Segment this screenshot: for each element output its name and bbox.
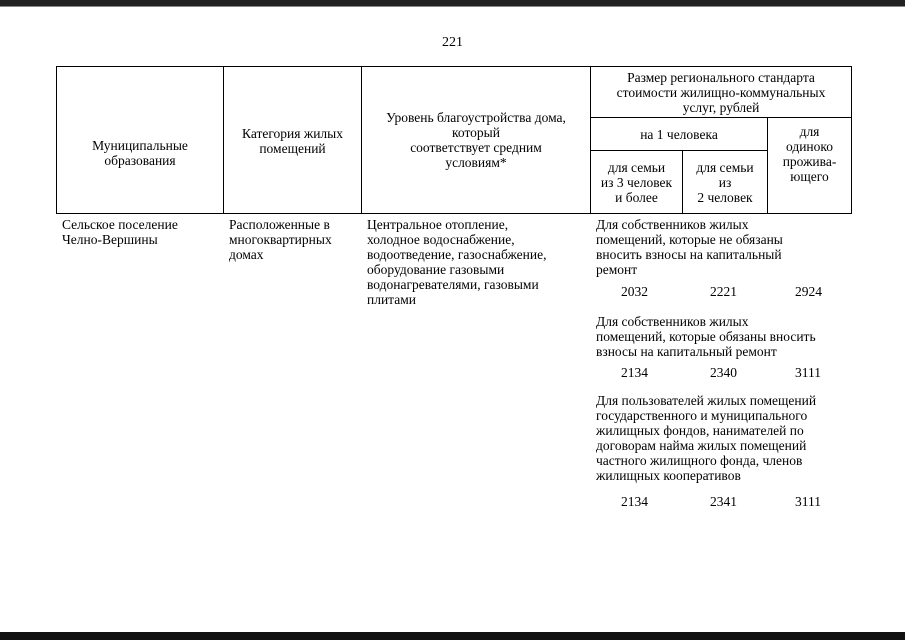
header-amenity-line-2: который xyxy=(452,125,500,140)
row-amenity-line-5: водонагревателями, газовыми xyxy=(367,277,539,292)
group-3-line-2: государственного и муниципального xyxy=(596,408,808,423)
row-amenity xyxy=(367,217,546,307)
row-amenity-line-3: водоотведение, газоснабжение, xyxy=(367,247,547,262)
group-1-value-family2: 2221 xyxy=(710,284,737,299)
header-size-line-1: Размер регионального стандарта xyxy=(627,69,815,85)
header-amenity xyxy=(362,100,590,180)
header-municipality xyxy=(57,118,223,188)
group-3-text xyxy=(596,393,816,483)
header-single-line-4: ющего xyxy=(790,169,829,184)
group-2-line-3: взносы на капитальный ремонт xyxy=(596,344,777,359)
group-3-value-single: 3111 xyxy=(795,494,821,509)
row-category-line-1: Расположенные в xyxy=(229,217,330,232)
bottom-border xyxy=(0,632,905,640)
group-3-value-family3: 2134 xyxy=(621,494,648,509)
header-category xyxy=(224,110,361,172)
group-1-line-3: вносить взносы на капитальный xyxy=(596,247,782,262)
header-amenity-line-1: Уровень благоустройства дома, xyxy=(386,110,566,125)
group-1-line-1: Для собственников жилых xyxy=(596,217,749,232)
header-single-line-3: прожива- xyxy=(782,154,837,169)
header-family3-line-1: для семьи xyxy=(607,159,666,175)
group-2-line-1: Для собственников жилых xyxy=(596,314,749,329)
header-family3 xyxy=(591,151,682,213)
group-2-text xyxy=(596,314,816,359)
header-per-person xyxy=(591,118,767,150)
header-single xyxy=(768,118,851,190)
row-category-line-2: многоквартирных xyxy=(229,232,332,247)
row-amenity-line-1: Центральное отопление, xyxy=(367,217,509,232)
row-municipality-line-2: Челно-Вершины xyxy=(62,232,158,247)
header-family2-line-2: из xyxy=(718,174,732,190)
group-3-line-1: Для пользователей жилых помещений xyxy=(596,393,817,408)
group-3-line-5: частного жилищного фонда, членов xyxy=(596,453,803,468)
group-3-line-6: жилищных кооперативов xyxy=(596,468,741,483)
group-3-value-family2: 2341 xyxy=(710,494,737,509)
row-category xyxy=(229,217,332,262)
header-municipality-line-1: Муниципальные xyxy=(92,138,188,153)
group-1-value-single: 2924 xyxy=(795,284,822,299)
header-family3-line-3: и более xyxy=(615,189,658,205)
row-amenity-line-6: плитами xyxy=(367,292,417,307)
row-category-line-3: домах xyxy=(229,247,264,262)
page-number: 221 xyxy=(442,35,463,50)
group-1-text xyxy=(596,217,783,277)
row-municipality xyxy=(62,217,178,247)
header-single-line-1: для xyxy=(799,124,820,139)
group-3-line-3: жилищных фондов, нанимателей по xyxy=(596,423,804,438)
group-2-value-single: 3111 xyxy=(795,365,821,380)
table-right-line xyxy=(851,66,852,214)
header-family2-line-1: для семьи xyxy=(696,159,754,175)
header-municipality-line-2: образования xyxy=(104,153,176,168)
row-amenity-line-2: холодное водоснабжение, xyxy=(367,232,515,247)
table-header-bottom-line xyxy=(56,213,852,214)
header-amenity-line-4: условиям* xyxy=(445,155,507,170)
header-category-line-1: Категория жилых xyxy=(242,126,343,141)
header-category-line-2: помещений xyxy=(259,141,326,156)
row-amenity-line-4: оборудование газовыми xyxy=(367,262,505,277)
header-size-line-2: стоимости жилищно-коммунальных xyxy=(616,84,826,100)
group-1-line-2: помещений, которые не обязаны xyxy=(596,232,783,247)
group-2-value-family3: 2134 xyxy=(621,365,648,380)
row-municipality-line-1: Сельское поселение xyxy=(62,217,178,232)
header-size-line-3: услуг, рублей xyxy=(682,99,760,115)
header-family2-line-3: 2 человек xyxy=(697,189,753,205)
group-1-value-family3: 2032 xyxy=(621,284,648,299)
group-3-line-4: договорам найма жилых помещений xyxy=(596,438,807,453)
header-family3-line-2: из 3 человек xyxy=(600,174,673,190)
group-2-line-2: помещений, которые обязаны вносить xyxy=(596,329,816,344)
header-family2 xyxy=(683,151,767,213)
top-border-line xyxy=(0,6,905,7)
group-2-value-family2: 2340 xyxy=(710,365,737,380)
header-amenity-line-3: соответствует средним xyxy=(410,140,542,155)
header-per-person-label: на 1 человека xyxy=(640,126,718,142)
group-1-line-4: ремонт xyxy=(596,262,638,277)
header-single-line-2: одиноко xyxy=(785,139,834,154)
header-size-group xyxy=(591,67,851,117)
